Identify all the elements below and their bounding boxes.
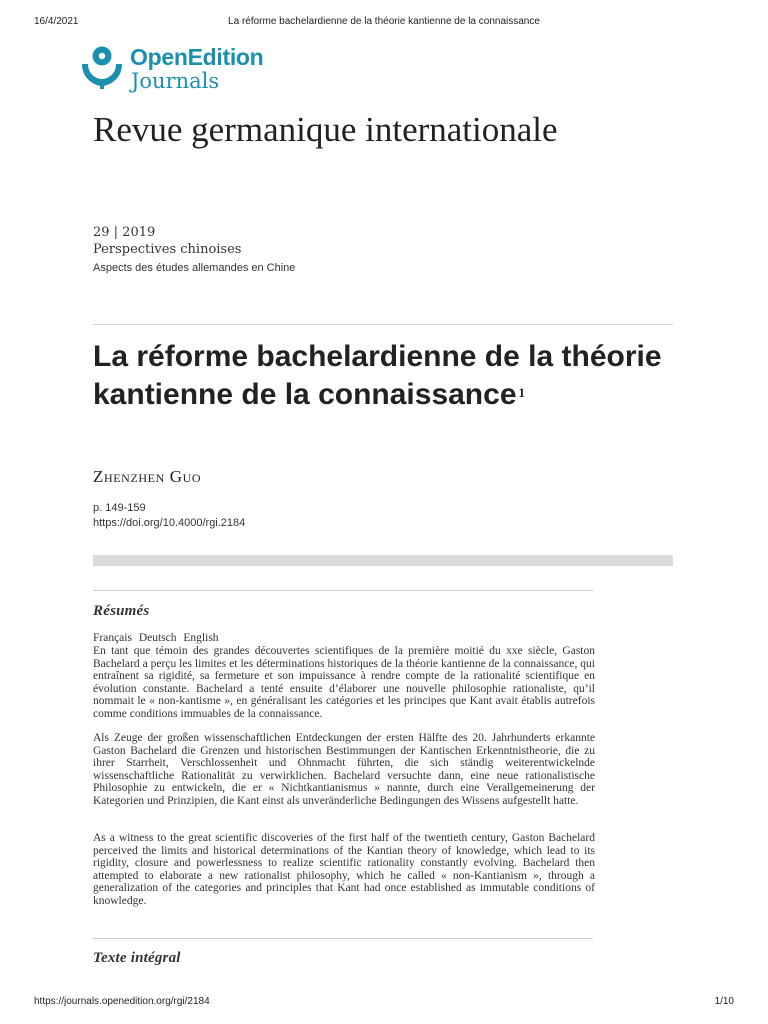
page-range: p. 149-159 xyxy=(93,502,146,514)
issue-number[interactable]: 29 | 2019 xyxy=(93,225,156,240)
footnote-link[interactable]: 1 xyxy=(518,385,526,400)
full-text-top-rule xyxy=(93,938,593,939)
openedition-logo-icon xyxy=(78,42,124,90)
header-divider xyxy=(93,324,673,325)
author-name[interactable]: Zhenzhen Guo xyxy=(93,467,202,486)
lang-link-de[interactable]: Deutsch xyxy=(138,632,177,644)
print-date: 16/4/2021 xyxy=(34,16,79,27)
full-text-heading: Texte intégral xyxy=(93,950,181,966)
separator-bar xyxy=(93,555,673,566)
logo-sub-text: Journals xyxy=(131,69,220,93)
lang-link-fr[interactable]: Français xyxy=(93,632,132,644)
abstracts-top-rule xyxy=(93,590,593,591)
doi-link[interactable]: https://doi.org/10.4000/rgi.2184 xyxy=(93,517,246,529)
lang-link-en[interactable]: English xyxy=(183,632,219,644)
issue-subtheme: Aspects des études allemandes en Chine xyxy=(93,262,296,274)
logo-brand-text: OpenEdition xyxy=(130,44,264,70)
print-footer xyxy=(34,996,734,1010)
abstract-fr: En tant que témoin des grandes découvertes scientifiques de la première moitié du xxe siècle, Gaston Bachelard a perçu les limites et les déterminations historiques de la théorie kantienne de la connaissance, qui entraînent sa rigidité, sa fermeture et son impuissance à rendre compte de la rationalité scientifique en évolution constante. Bachelard a tenté ensuite d’élaborer une nouvelle philosophie rationaliste, qu’il nommait le « non-kantisme », en généralisant les catégories et les principes que Kant avait établis autrefois comme conditions immuables de la connaissance. xyxy=(93,645,595,720)
print-page-count: 1/10 xyxy=(714,996,734,1007)
article-title xyxy=(93,338,673,414)
abstracts-heading: Résumés xyxy=(93,603,150,619)
language-links xyxy=(93,632,223,644)
print-header xyxy=(34,16,734,30)
journal-title[interactable]: Revue germanique internationale xyxy=(93,110,558,149)
print-document-title: La réforme bachelardienne de la théorie kantienne de la connaissance xyxy=(228,16,540,27)
openedition-logo[interactable] xyxy=(78,42,318,92)
issue-theme[interactable]: Perspectives chinoises xyxy=(93,242,242,257)
abstract-en: As a witness to the great scientific discoveries of the first half of the twentieth century, Gaston Bachelard perceived the limits and historical determinations of the Kantian theory of knowledge, which lead to its rigidity, closure and powerlessness to realize scientific rationality constantly evolving. Bachelard then attempted to elaborate a new rationalist philosophy, which he called « non-Kantianism », through a generalization of the categories and principles that Kant had once established as immutable conditions of knowledge. xyxy=(93,832,595,907)
abstract-de: Als Zeuge der großen wissenschaftlichen Entdeckungen der ersten Hälfte des 20. Jahrhunderts erkannte Gaston Bachelard die Grenzen und historischen Bestimmungen der Kantischen Erkenntnistheorie, die zu ihrer Starrheit, Verschlossenheit und Ohnmacht führten, die sich ständig weiterentwickelnde wissenschaftliche Rationalität zu verwirklichen. Bachelard versuchte dann, eine neue rationalistische Philosophie zu entwickeln, die er « Nichtkantianismus » nannte, durch eine Verallgemeinerung der Kategorien und Prinzipien, die Kant einst als unveränderliche Bedingungen des Wissens aufgestellt hatte. xyxy=(93,732,595,807)
article-title-text: La réforme bachelardienne de la théorie kantienne de la connaissance xyxy=(93,340,662,411)
print-url: https://journals.openedition.org/rgi/2184 xyxy=(34,996,210,1007)
